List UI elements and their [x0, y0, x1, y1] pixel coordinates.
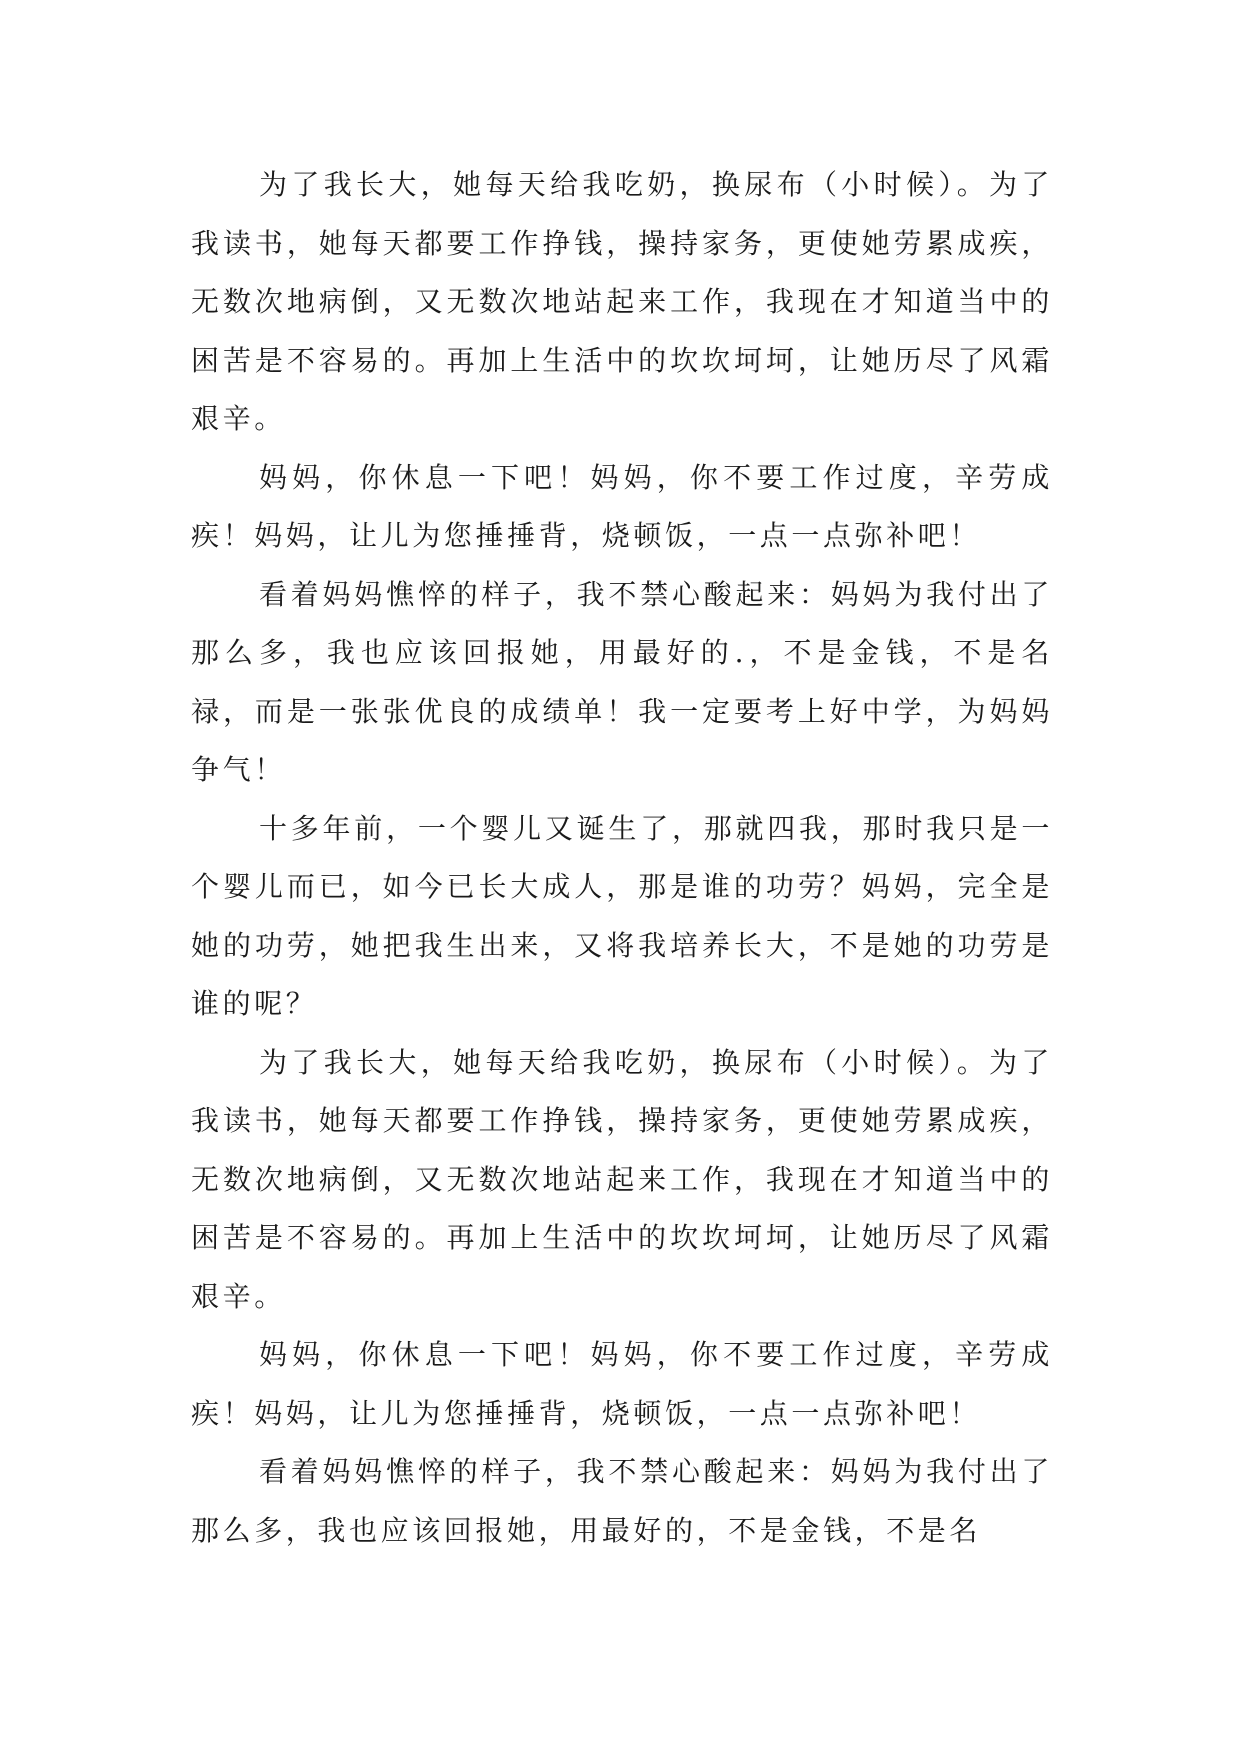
paragraph: 为了我长大，她每天给我吃奶，换尿布（小时候）。为了我读书，她每天都要工作挣钱，操持家务，更使她劳累成疾，无数次地病倒，又无数次地站起来工作，我现在才知道当中的困苦是不容易的。再加上生活中的坎坎坷坷，让她历尽了风霜艰辛。	[191, 1045, 1053, 1313]
paragraph: 妈妈，你休息一下吧！妈妈，你不要工作过度，辛劳成疾！妈妈，让儿为您捶捶背，烧顿饭，一点一点弥补吧！	[191, 1338, 1053, 1430]
paragraph: 看着妈妈憔悴的样子，我不禁心酸起来：妈妈为我付出了那么多，我也应该回报她，用最好的.，不是金钱，不是名禄，而是一张张优良的成绩单！我一定要考上好中学，为妈妈争气！	[191, 577, 1053, 786]
paragraph: 为了我长大，她每天给我吃奶，换尿布（小时候）。为了我读书，她每天都要工作挣钱，操持家务，更使她劳累成疾，无数次地病倒，又无数次地站起来工作，我现在才知道当中的困苦是不容易的。再加上生活中的坎坎坷坷，让她历尽了风霜艰辛。	[191, 168, 1053, 435]
document-body	[191, 156, 1053, 1560]
paragraph: 十多年前，一个婴儿又诞生了，那就四我，那时我只是一个婴儿而已，如今已长大成人，那是谁的功劳？妈妈，完全是她的功劳，她把我生出来，又将我培养长大，不是她的功劳是谁的呢？	[191, 811, 1053, 1020]
paragraph: 妈妈，你休息一下吧！妈妈，你不要工作过度，辛劳成疾！妈妈，让儿为您捶捶背，烧顿饭，一点一点弥补吧！	[191, 460, 1053, 552]
paragraph: 看着妈妈憔悴的样子，我不禁心酸起来：妈妈为我付出了那么多，我也应该回报她，用最好的，不是金钱，不是名	[191, 1455, 1053, 1547]
